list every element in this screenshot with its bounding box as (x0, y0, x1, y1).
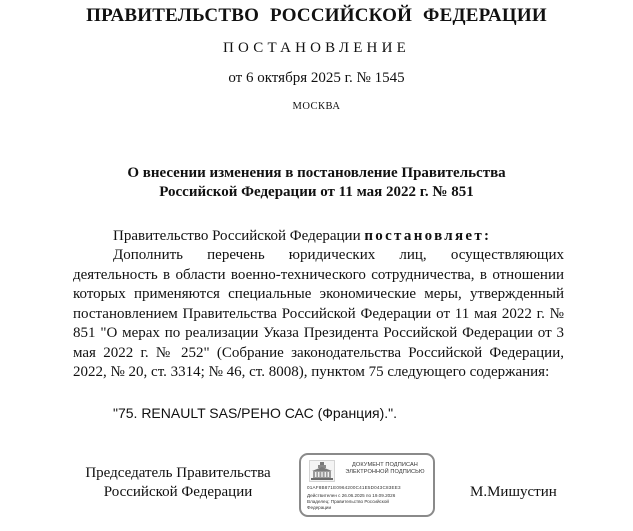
document-city: МОСКВА (292, 101, 341, 112)
stamp-owner-line-2: Федерации (307, 505, 332, 510)
subject-line-2: Российской Федерации от 11 мая 2022 г. № 851 (159, 184, 474, 200)
document-date-number: от 6 октября 2025 г. № 1545 (228, 70, 405, 86)
signatory-name: М.Мишустин (470, 484, 557, 500)
stamp-owner (307, 499, 431, 511)
government-title: ПРАВИТЕЛЬСТВО РОССИЙСКОЙ ФЕДЕРАЦИИ (86, 5, 547, 26)
decree-paragraph: Дополнить перечень юридических лиц, осуществляющих деятельность в области военно-технического сотрудничества, в отношении которых применяются специальные экономические меры, утвержденный постановлением Правительства Российской Федерации от 11 мая 2022 г. № 851 "О мерах по реализации Указа Президента Российской Федерации от 3 мая 2022 г. № 252" (Собрание законодательства Российской Федерации, 2022, № 20, ст. 3314; № 46, ст. 8008), пунктом 75 следующего содержания: (73, 247, 564, 380)
decree-intro-lead: Правительство Российской Федерации (113, 228, 365, 244)
electronic-signature-stamp (299, 453, 435, 517)
decree-intro (73, 227, 564, 247)
decree-intro-verb: постановляет: (364, 228, 492, 244)
government-building-icon (309, 460, 335, 482)
stamp-certificate: 01AF8B871E0964200C41E5D043C83EE3 (307, 485, 401, 490)
signatory-position (73, 464, 283, 502)
subject-line-1: О внесении изменения в постановление Правительства (127, 165, 506, 181)
stamp-owner-line-1: Владелец: Правительство Российской (307, 499, 389, 504)
stamp-title-line-2: ЭЛЕКТРОННОЙ ПОДПИСЬЮ (345, 469, 425, 475)
stamp-title-line-1: ДОКУМЕНТ ПОДПИСАН (352, 462, 418, 468)
document-type: ПОСТАНОВЛЕНИЕ (223, 40, 410, 56)
document-subject (0, 164, 633, 202)
signatory-position-line-2: Российской Федерации (103, 484, 253, 500)
stamp-title (337, 462, 433, 476)
signatory-position-line-1: Председатель Правительства (85, 465, 271, 481)
stamp-validity: Действителен с 26.06.2025 по 19.09.2026 (307, 493, 396, 498)
decree-new-item: "75. RENAULT SAS/РЕНО САС (Франция).". (113, 405, 398, 421)
